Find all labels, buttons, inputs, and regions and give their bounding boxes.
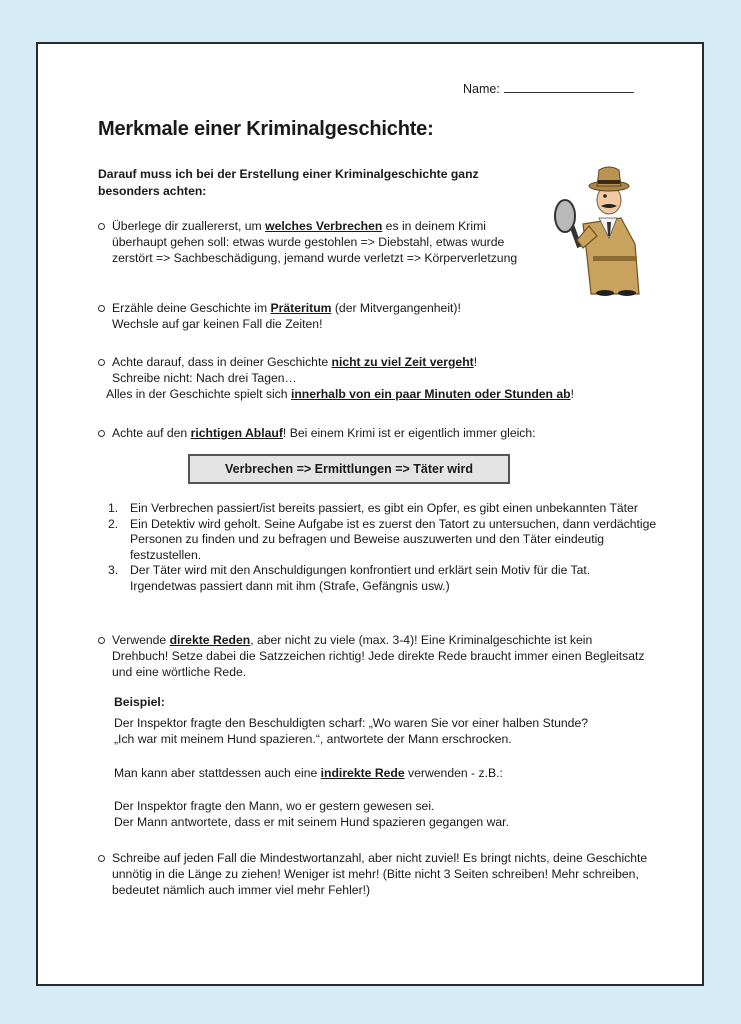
bullet-text: Schreibe auf jeden Fall die Mindestwortanzahl, aber nicht zuviel! Es bringt nichts, deine Geschichte unnötig in die Länge zu ziehen! Weniger ist mehr! (Bitte nicht 3 Seiten schreiben! Mehr schreiben, bedeutet nämlich auch immer viel mehr Fehler!) xyxy=(112,851,648,898)
bullet-tense xyxy=(98,300,618,332)
bullet-text: , aber nicht zu viele (max. 3-4)! Eine Kriminalgeschichte ist kein Drehbuch! Setze dabei die Satzzeichen richtig! Jede direkte Rede braucht immer einen Begleitsatz und eine wörtliche Rede. xyxy=(112,633,645,680)
bullet-text: Alles in der Geschichte spielt sich xyxy=(106,387,291,402)
bullet-circle-icon xyxy=(98,359,105,366)
bullet-circle-icon xyxy=(98,637,105,644)
example-line: Der Inspektor fragte den Mann, wo er gestern gewesen sei. xyxy=(114,799,435,813)
name-field xyxy=(463,82,634,96)
step-number: 2. xyxy=(108,516,119,531)
bullet-text: ! Bei einem Krimi ist er eigentlich immer gleich: xyxy=(282,426,536,440)
step-text: Ein Verbrechen passiert/ist bereits passiert, es gibt ein Opfer, es gibt einen unbekannten Täter xyxy=(130,501,638,515)
list-item xyxy=(98,501,658,517)
sequence-steps-list xyxy=(98,501,658,595)
example-indirect-intro xyxy=(114,765,654,781)
bullet-word-count xyxy=(98,850,658,899)
bullet-circle-icon xyxy=(98,305,105,312)
list-item xyxy=(98,517,658,564)
name-label: Name: xyxy=(463,82,500,96)
step-text: Ein Detektiv wird geholt. Seine Aufgabe ist es zuerst den Tatort zu untersuchen, dann verdächtige Personen zu finden und zu befragen und Beweise auszuwerten und den Täter eindeutig festzustellen. xyxy=(130,516,657,562)
page-title: Merkmale einer Kriminalgeschichte: xyxy=(98,118,434,140)
bullet-text: Überlege dir zuallererst, um xyxy=(112,219,266,233)
example-indirect-speech xyxy=(114,798,654,830)
bullet-circle-icon xyxy=(98,223,105,230)
bullet-text: Verwende xyxy=(112,633,170,647)
bullet-emphasis: richtigen Ablauf xyxy=(190,426,283,440)
example-emphasis: indirekte Rede xyxy=(320,766,405,780)
bullet-sequence xyxy=(98,425,638,441)
worksheet xyxy=(36,42,704,986)
bullet-emphasis: innerhalb von ein paar Minuten oder Stunden ab xyxy=(290,387,571,402)
bullet-circle-icon xyxy=(98,430,105,437)
detective-illustration xyxy=(543,156,643,296)
example-line: „Ich war mit meinem Hund spazieren.“, antwortete der Mann erschrocken. xyxy=(114,732,512,747)
bullet-emphasis: Präteritum xyxy=(270,301,332,315)
bullet-text: Erzähle deine Geschichte im xyxy=(112,301,271,315)
step-number: 1. xyxy=(108,501,119,515)
bullet-text: ! xyxy=(473,355,478,369)
bullet-text: (der Mitvergangenheit)! xyxy=(331,301,461,315)
bullet-text: es in deinem Krimi überhaupt gehen soll: etwas wurde gestohlen => Diebstahl, etwas wurde zerstört => Sachbeschädigung, jemand wurde verletzt => Körperverletzung xyxy=(112,219,518,266)
example-heading: Beispiel: xyxy=(114,695,165,709)
bullet-crime-type xyxy=(98,218,518,267)
name-blank-line xyxy=(504,82,634,93)
step-text: Der Täter wird mit den Anschuldigungen konfrontiert und erklärt sein Motiv für die Tat. Irgendetwas passiert dann mit ihm (Strafe, Gefängnis usw.) xyxy=(130,563,591,593)
bullet-time xyxy=(98,354,638,403)
bullet-text: ! xyxy=(570,387,574,402)
sequence-formula-box: Verbrechen => Ermittlungen => Täter wird xyxy=(188,454,510,484)
bullet-text: Achte darauf, dass in deiner Geschichte xyxy=(112,355,332,369)
bullet-circle-icon xyxy=(98,855,105,862)
bullet-text: Schreibe nicht: Nach drei Tagen… xyxy=(112,371,297,386)
intro-text: Darauf muss ich bei der Erstellung einer Kriminalgeschichte ganz besonders achten: xyxy=(98,167,479,198)
bullet-emphasis: welches Verbrechen xyxy=(265,219,383,233)
step-number: 3. xyxy=(108,563,119,578)
example-line: Man kann aber stattdessen auch eine xyxy=(114,766,321,780)
example-direct-speech xyxy=(114,715,654,747)
example-line: Der Mann antwortete, dass er mit seinem Hund spazieren gegangen war. xyxy=(114,815,509,830)
bullet-text: Achte auf den xyxy=(112,426,191,440)
example-line: verwenden - z.B.: xyxy=(404,766,503,780)
bullet-emphasis: nicht zu viel Zeit vergeht xyxy=(331,355,474,369)
bullet-emphasis: direkte Reden xyxy=(169,633,251,647)
bullet-text: Wechsle auf gar keinen Fall die Zeiten! xyxy=(112,317,323,332)
list-item xyxy=(98,563,658,594)
example-line: Der Inspektor fragte den Beschuldigten scharf: „Wo waren Sie vor einer halben Stunde? xyxy=(114,716,589,730)
bullet-direct-speech xyxy=(98,632,648,681)
